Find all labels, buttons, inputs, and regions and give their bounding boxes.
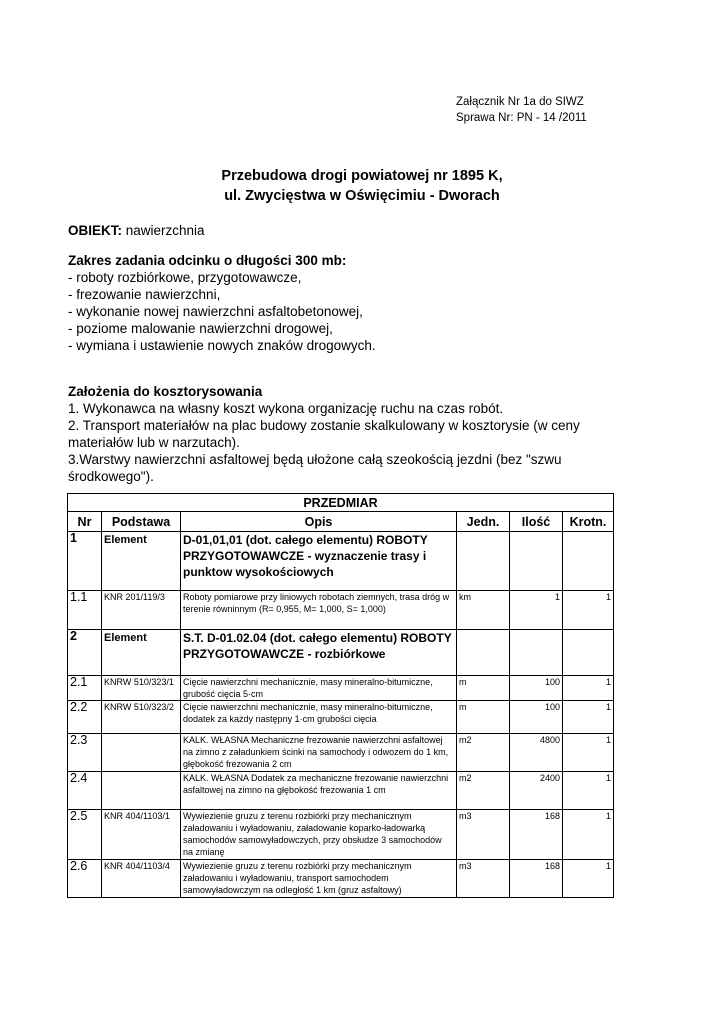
row-podstawa xyxy=(102,772,181,810)
row-krotn xyxy=(563,630,614,676)
header-nr: Nr xyxy=(68,512,102,532)
row-jedn: km xyxy=(457,591,510,630)
scope-section xyxy=(68,252,376,354)
row-podstawa: KNRW 510/323/2 xyxy=(102,701,181,734)
table-title: PRZEDMIAR xyxy=(68,494,614,512)
row-opis: Wywiezienie gruzu z terenu rozbiórki przy mechanicznym załadowaniu i wyładowaniu, załadowanie koparko-ładowarką samochodów samowyładowczych, przy obsłudze 3 samochodów na zmianę xyxy=(181,810,457,860)
header-opis: Opis xyxy=(181,512,457,532)
scope-heading: Zakres zadania odcinku o długości 300 mb: xyxy=(68,253,347,268)
scope-item: - roboty rozbiórkowe, przygotowawcze, xyxy=(68,270,302,285)
row-ilosc: 100 xyxy=(510,701,563,734)
row-nr: 2.5 xyxy=(68,810,102,860)
row-ilosc: 1 xyxy=(510,591,563,630)
row-krotn: 1 xyxy=(563,810,614,860)
row-opis: Wywiezienie gruzu z terenu rozbiórki przy mechanicznym załadowaniu i wyładowaniu, transport samochodem samowyładowczym na odległość 1 km (gruz asfaltowy) xyxy=(181,860,457,898)
row-nr: 1 xyxy=(68,532,102,591)
row-jedn: m2 xyxy=(457,772,510,810)
row-nr: 1.1 xyxy=(68,591,102,630)
row-ilosc xyxy=(510,630,563,676)
row-nr: 2.3 xyxy=(68,734,102,772)
row-opis: KALK. WŁASNA Mechaniczne frezowanie nawierzchni asfaltowej na zimno z załadunkiem ścinki na samochody i odwozem do 1 km, głębokość frezowania 2 cm xyxy=(181,734,457,772)
row-ilosc: 168 xyxy=(510,810,563,860)
row-podstawa: Element xyxy=(102,532,181,591)
row-nr: 2.6 xyxy=(68,860,102,898)
row-krotn xyxy=(563,532,614,591)
table-row xyxy=(68,532,614,591)
row-krotn: 1 xyxy=(563,734,614,772)
scope-item: - poziome malowanie nawierzchni drogowej, xyxy=(68,321,333,336)
table-row xyxy=(68,630,614,676)
table-row xyxy=(68,591,614,630)
row-jedn: m xyxy=(457,701,510,734)
row-jedn xyxy=(457,532,510,591)
row-jedn xyxy=(457,630,510,676)
assumptions-heading: Założenia do kosztorysowania xyxy=(68,384,263,399)
row-opis: KALK. WŁASNA Dodatek za mechaniczne frezowanie nawierzchni asfaltowej na zimno na głębokość frezowania 1 cm xyxy=(181,772,457,810)
scope-item: - wykonanie nowej nawierzchni asfaltobetonowej, xyxy=(68,304,363,319)
assumption-item: 1. Wykonawca na własny koszt wykona organizację ruchu na czas robót. xyxy=(68,401,504,416)
scope-item: - frezowanie nawierzchni, xyxy=(68,287,221,302)
row-ilosc: 4800 xyxy=(510,734,563,772)
title-line-1: Przebudowa drogi powiatowej nr 1895 K, xyxy=(221,168,503,184)
row-ilosc: 168 xyxy=(510,860,563,898)
scope-item: - wymiana i ustawienie nowych znaków drogowych. xyxy=(68,338,376,353)
row-opis: D-01,01,01 (dot. całego elementu) ROBOTY PRZYGOTOWAWCZE - wyznaczenie trasy i punktow wysokościowych xyxy=(181,532,457,591)
row-opis: Cięcie nawierzchni mechanicznie, masy mineralno-bitumiczne, dodatek za każdy następny 1·cm grubości cięcia xyxy=(181,701,457,734)
row-podstawa: Element xyxy=(102,630,181,676)
table-row xyxy=(68,734,614,772)
row-podstawa: KNR 404/1103/4 xyxy=(102,860,181,898)
row-jedn: m xyxy=(457,676,510,701)
row-krotn: 1 xyxy=(563,701,614,734)
header-krotn: Krotn. xyxy=(563,512,614,532)
row-opis: Roboty pomiarowe przy liniowych robotach ziemnych, trasa dróg w terenie równinnym (R= 0,955, M= 1,000, S= 1,000) xyxy=(181,591,457,630)
table-row xyxy=(68,676,614,701)
bill-of-quantities-table xyxy=(67,493,614,898)
table-row xyxy=(68,860,614,898)
object-value: nawierzchnia xyxy=(122,223,205,238)
header-ilosc: Ilość xyxy=(510,512,563,532)
table-row xyxy=(68,701,614,734)
case-number-line: Sprawa Nr: PN - 14 /2011 xyxy=(456,112,587,124)
row-ilosc: 100 xyxy=(510,676,563,701)
row-nr: 2 xyxy=(68,630,102,676)
table-row xyxy=(68,772,614,810)
row-jedn: m2 xyxy=(457,734,510,772)
row-podstawa: KNRW 510/323/1 xyxy=(102,676,181,701)
row-krotn: 1 xyxy=(563,591,614,630)
assumption-item: 3.Warstwy nawierzchni asfaltowej będą ułożone całą szeokością jezdni (bez "szwu środkowego"). xyxy=(68,452,562,484)
assumption-item: 2. Transport materiałów na plac budowy zostanie skalkulowany w kosztorysie (w ceny materiałów lub w narzutach). xyxy=(68,418,580,450)
header-podstawa: Podstawa xyxy=(102,512,181,532)
row-podstawa: KNR 404/1103/1 xyxy=(102,810,181,860)
document-title xyxy=(0,166,724,206)
row-nr: 2.1 xyxy=(68,676,102,701)
row-krotn: 1 xyxy=(563,676,614,701)
row-nr: 2.4 xyxy=(68,772,102,810)
header-jedn: Jedn. xyxy=(457,512,510,532)
row-krotn: 1 xyxy=(563,772,614,810)
row-podstawa xyxy=(102,734,181,772)
row-opis: Cięcie nawierzchni mechanicznie, masy mineralno-bitumiczne, grubość cięcia 5·cm xyxy=(181,676,457,701)
row-krotn: 1 xyxy=(563,860,614,898)
title-line-2: ul. Zwycięstwa w Oświęcimiu - Dworach xyxy=(224,188,500,204)
row-ilosc: 2400 xyxy=(510,772,563,810)
object-line xyxy=(68,223,205,238)
table-row xyxy=(68,810,614,860)
attachment-line: Załącznik Nr 1a do SIWZ xyxy=(456,96,584,108)
row-jedn: m3 xyxy=(457,860,510,898)
assumptions-section xyxy=(68,383,628,485)
object-label: OBIEKT: xyxy=(68,223,122,238)
row-nr: 2.2 xyxy=(68,701,102,734)
row-podstawa: KNR 201/119/3 xyxy=(102,591,181,630)
row-jedn: m3 xyxy=(457,810,510,860)
attachment-reference xyxy=(456,94,587,126)
row-ilosc xyxy=(510,532,563,591)
row-opis: S.T. D-01.02.04 (dot. całego elementu) ROBOTY PRZYGOTOWAWCZE - rozbiórkowe xyxy=(181,630,457,676)
